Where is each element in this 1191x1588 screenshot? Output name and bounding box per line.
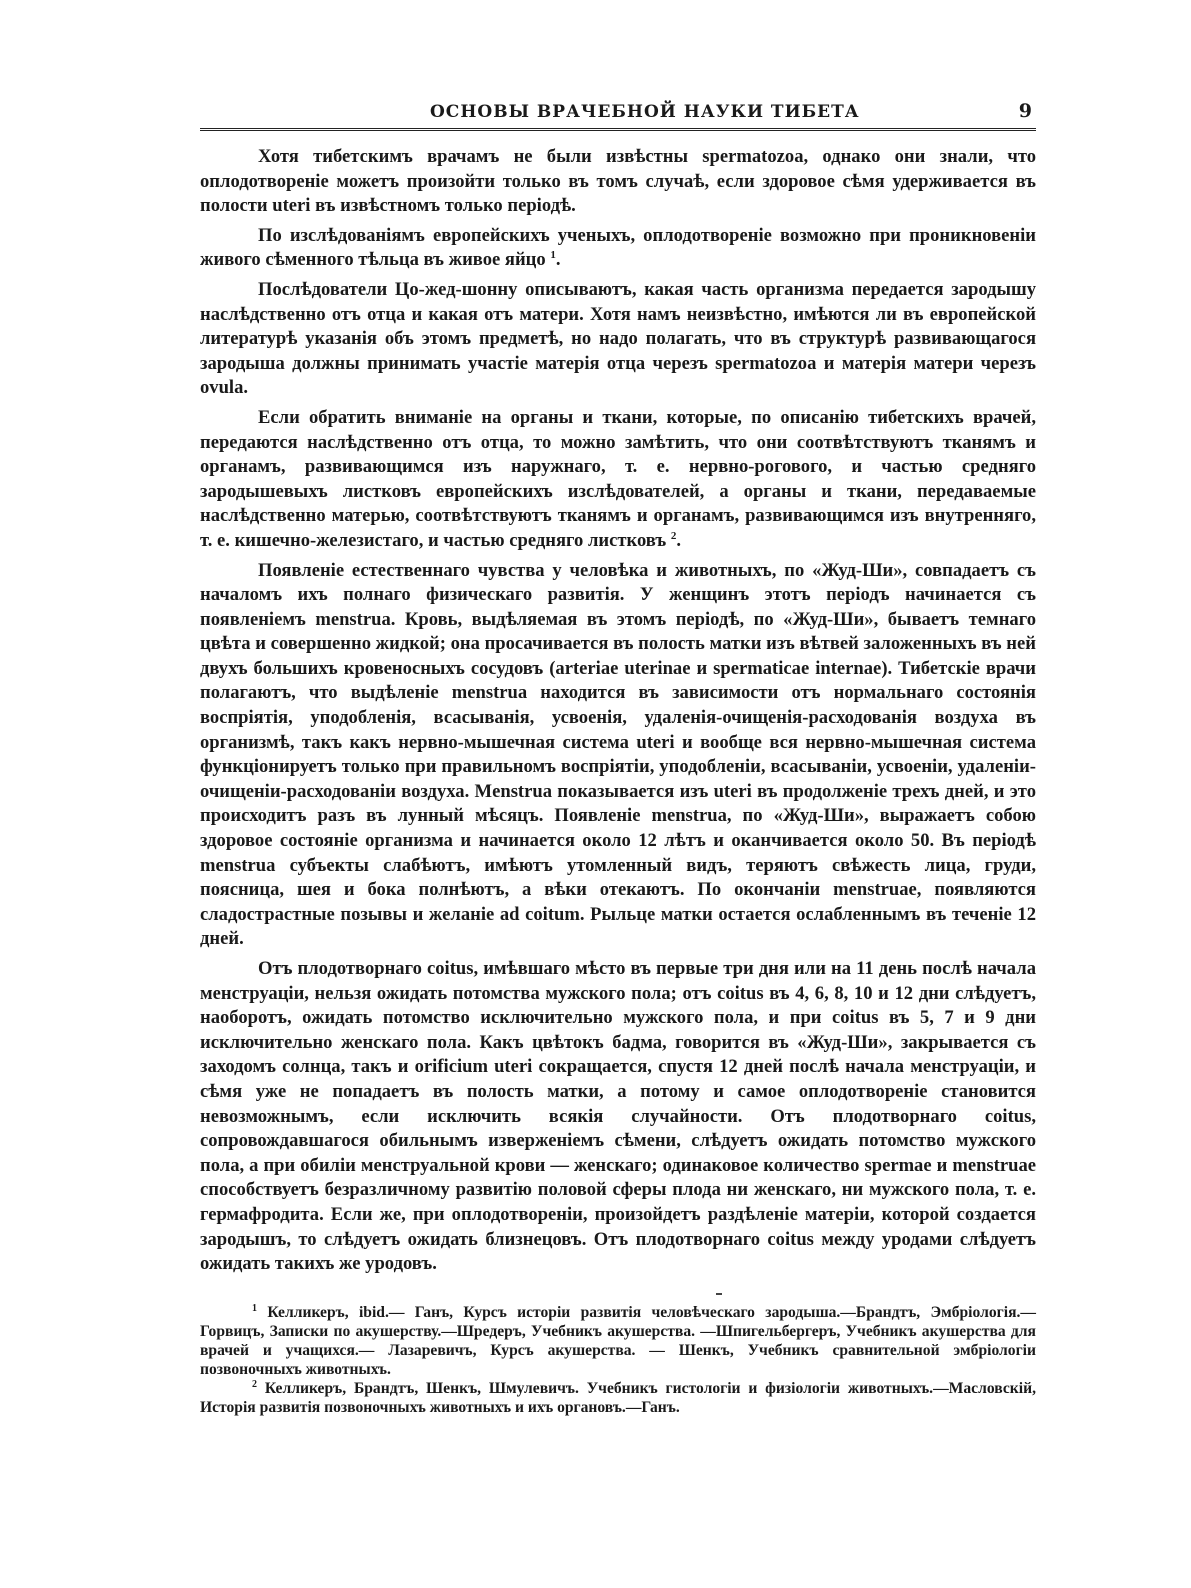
paragraph-text: Если обратить вниманіе на органы и ткани, которые, по описанію тибетскихъ врачей, передаются наслѣдственно отъ отца, то можно замѣтить, что они соотвѣтствуютъ тканямъ и органамъ, развивающимся изъ наружнаго, т. е. нервно-рогового, и частью средняго зародышевыхъ листковъ европейскихъ изслѣдователей, а органы и ткани, передаваемые наслѣдственно матерью, соотвѣтствуютъ тканямъ и органамъ, развивающимся изъ внутренняго, т. е. кишечно-железистаго, и частью средняго листковъ <box>200 406 1036 551</box>
paragraph <box>200 224 1036 273</box>
footnote-mark: 2 <box>252 1378 257 1390</box>
footnote-mark: 1 <box>252 1302 257 1314</box>
body-text <box>200 145 1036 1277</box>
paragraph <box>200 957 1036 1277</box>
footnotes <box>200 1303 1036 1417</box>
running-title: ОСНОВЫ ВРАЧЕБНОЙ НАУКИ ТИБЕТА <box>430 102 860 122</box>
paragraph-text: По изслѣдованіямъ европейскихъ ученыхъ, оплодотвореніе возможно при проникновеніи живого сѣменного тѣльца въ живое яйцо <box>200 224 1036 271</box>
page-header <box>200 98 1036 131</box>
footnote <box>200 1379 1036 1417</box>
paragraph-text: Отъ плодотворнаго coitus, имѣвшаго мѣсто въ первые три дня или на 11 день послѣ начала менструаціи, нельзя ожидать потомства мужского пола; отъ coitus въ 4, 6, 8, 10 и 12 дни слѣдуетъ, наоборотъ, ожидать потомство исключительно мужского пола, и при coitus въ 5, 7 и 9 дни исключительно женскаго пола. Какъ цвѣтокъ бадма, говорится въ «Жуд-Ши», закрывается съ заходомъ солнца, такъ и orificium uteri сокращается, спустя 12 дней послѣ начала менструаціи, и сѣмя уже не попадаетъ въ полость матки, а потому и самое оплодотвореніе становится невозможнымъ, если исключить всякія случайности. Отъ плодотворнаго coitus, сопровождавшагося обильнымъ изверженіемъ сѣмени, слѣдуетъ ожидать потомство мужского пола, а при обиліи менструальной крови — женскаго; одинаковое количество spermae и menstruae способствуетъ безразличному развитію половой сферы плода ни женскаго, ни мужского пола, т. е. гермафродита. Если же, при оплодотвореніи, произойдетъ раздѣленіе матеріи, которой создается зародышъ, то слѣдуетъ ожидать близнецовъ. Отъ плодотворнаго coitus между уродами слѣдуетъ ожидать такихъ же уродовъ. <box>200 958 1036 1275</box>
footnote-text: Келликеръ, Брандтъ, Шенкъ, Шмулевичъ. Учебникъ гистологіи и физіологіи животныхъ.—Масловскій, Исторія развитія позвоночныхъ животныхъ и ихъ органовъ.—Ганъ. <box>200 1379 1036 1416</box>
paragraph-tail: . <box>676 529 682 551</box>
footnote <box>200 1303 1036 1379</box>
footnote-text: Келликеръ, ibid.— Ганъ, Курсъ исторіи развитія человѣческаго зародыша.—Брандтъ, Эмбріологія.—Горвицъ, Записки по акушерству.—Шредеръ, Учебникъ акушерства. —Шпигельбергеръ, Учебникъ акушерства для врачей и учащихся.— Лазаревичъ, Курсъ акушерства. — Шенкъ, Учебникъ сравнительной эмбріологіи позвоночныхъ животныхъ. <box>200 1303 1036 1378</box>
paragraph-text: Появленіе естественнаго чувства у человѣка и животныхъ, по «Жуд-Ши», совпадаетъ съ началомъ ихъ полнаго физическаго развитія. У женщинъ этотъ періодъ начинается съ появленіемъ menstrua. Кровь, выдѣляемая въ этомъ періодѣ, по «Жуд-Ши», бываетъ темнаго цвѣта и совершенно жидкой; она просачивается въ полость матки изъ вѣтвей заложенныхъ въ ней двухъ большихъ кровеносныхъ сосудовъ (arteriae uterinae и spermaticae internae). Тибетскіе врачи полагаютъ, что выдѣленіе menstrua находится въ зависимости отъ нормальнаго состоянія воспріятія, уподобленія, всасыванія, усвоенія, удаленія-очищенія-расходованія воздуха въ организмѣ, такъ какъ нервно-мышечная система uteri и вообще вся нервно-мышечная система функціонируетъ только при правильномъ воспріятіи, уподобленіи, всасываніи, усвоеніи, удаленіи-очищеніи-расходованіи воздуха. Menstrua показывается изъ uteri въ продолженіе трехъ дней, и это происходитъ разъ въ лунный мѣсяцъ. Появленіе menstrua, по «Жуд-Ши», выражаетъ собою здоровое состояніе организма и начинается около 12 лѣтъ и оканчивается около 50. Въ періодѣ menstrua субъекты слабѣютъ, имѣютъ утомленный видъ, теряютъ свѣжесть лица, груди, поясница, шея и бока полнѣютъ, а вѣки отекаютъ. По окончаніи menstruae, появляются сладострастные позывы и желаніе ad coitum. Рыльце матки остается ослабленнымъ въ теченіе 12 дней. <box>200 559 1036 950</box>
paragraph-text: Хотя тибетскимъ врачамъ не были извѣстны spermatozoa, однако они знали, что оплодотвореніе можетъ произойти только въ томъ случаѣ, если здоровое сѣмя удерживается въ полости uteri въ извѣстномъ только періодѣ. <box>200 146 1036 217</box>
paragraph <box>200 278 1036 401</box>
footnote-ref: 2 <box>670 529 677 542</box>
page-number: 9 <box>1018 100 1032 122</box>
paragraph <box>200 145 1036 219</box>
paragraph <box>200 559 1036 953</box>
paragraph-tail: . <box>555 249 561 271</box>
paragraph <box>200 406 1036 554</box>
footnote-ref: 1 <box>550 249 556 262</box>
footnote-separator <box>716 1293 722 1295</box>
paragraph-text: Послѣдователи Цо-жед-шонну описываютъ, какая часть организма передается зародышу наслѣдственно отъ отца и какая отъ матери. Хотя намъ неизвѣстно, имѣются ли въ европейской литературѣ указанія объ этомъ предметѣ, но надо полагать, что въ структурѣ развивающагося зародыша должны принимать участіе матерія отца черезъ spermatozoa и матерія матери черезъ ovula. <box>200 278 1036 399</box>
book-page <box>200 98 1036 1417</box>
